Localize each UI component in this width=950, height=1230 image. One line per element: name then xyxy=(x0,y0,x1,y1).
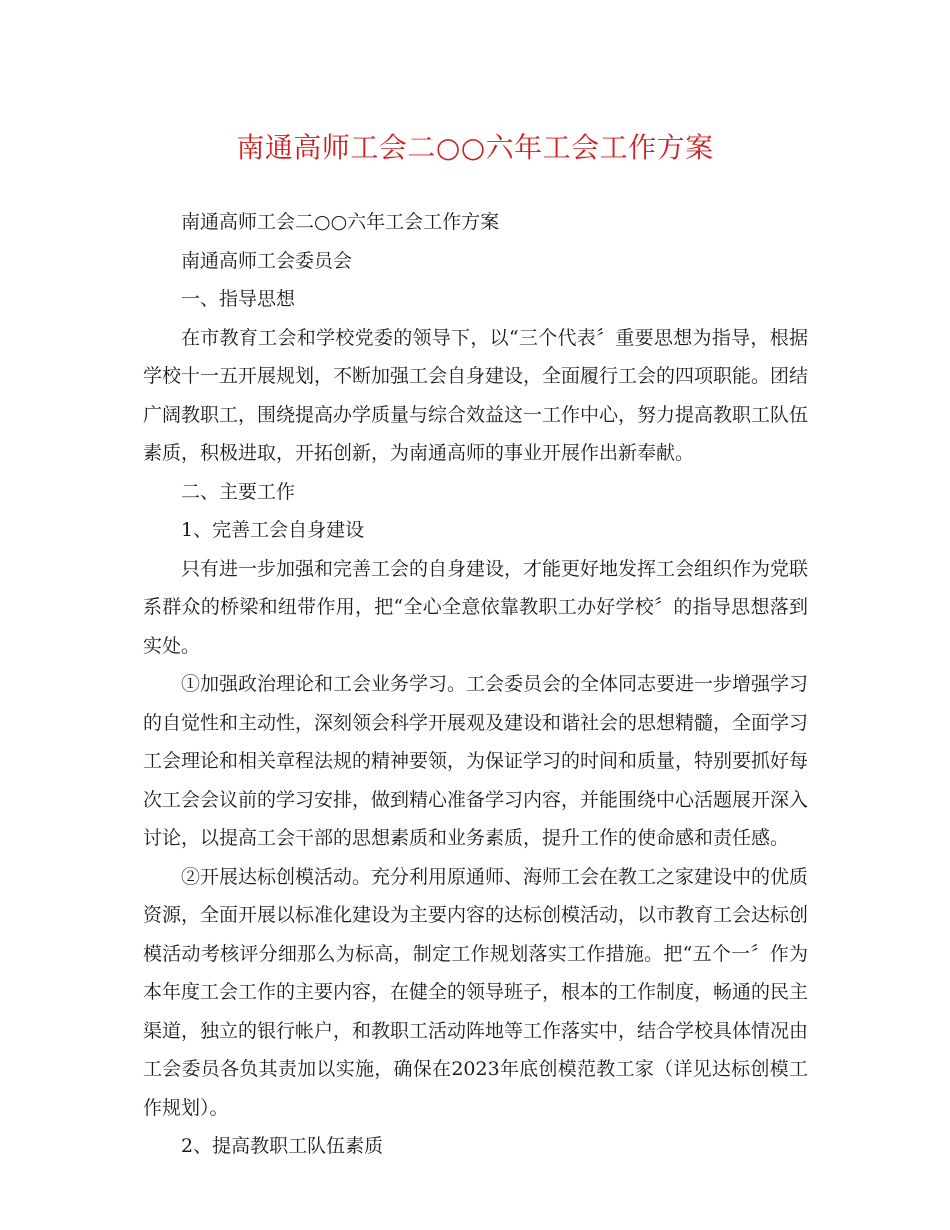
section-heading-main-work: 二、主要工作 xyxy=(181,480,296,503)
paragraph-model-activity: ②开展达标创模活动。充分利用原通师、海师工会在教工之家建设中的优质资源，全面开展以标准化建设为主要内容的达标创模活动，以市教育工会达标创模活动考核评分细那么为标高，制定工作规划落实工作措施。把“五个一〞作为本年度工会工作的主要内容，在健全的领导班子，根本的工作制度，畅通的民主渠道，独立的银行帐户，和教职工活动阵地等工作落实中，结合学校具体情况由工会委员各负其责加以实施，确保在2023年底创模范教工家（详见达标创模工作规划）。 xyxy=(143,865,809,1119)
section-heading-guiding-thought: 一、指导思想 xyxy=(181,288,296,310)
paragraph-self-construction: 只有进一步加强和完善工会的自身建设，才能更好地发挥工会组织作为党联系群众的桥梁和纽带作用，把“全心全意依靠教职工办好学校〞的指导思想落到实处。 xyxy=(143,557,809,657)
document-body xyxy=(143,203,808,1166)
subheading-self-construction: 1、完善工会自身建设 xyxy=(181,519,365,541)
paragraph-issuer: 南通高师工会委员会 xyxy=(181,249,353,272)
subheading-staff-quality: 2、提高教职工队伍素质 xyxy=(181,1135,384,1157)
paragraph-study: ①加强政治理论和工会业务学习。工会委员会的全体同志要进一步增强学习的自觉性和主动性，深刻领会科学开展观及建设和谐社会的思想精髓，全面学习工会理论和相关章程法规的精神要领，为保证学习的时间和质量，特别要抓好每次工会会议前的学习安排，做到精心准备学习内容，并能围绕中心活题展开深入讨论，以提高工会干部的思想素质和业务素质，提升工作的使命感和责任感。 xyxy=(143,673,809,849)
paragraph-guiding-thought: 在市教育工会和学校党委的领导下，以“三个代表〞重要思想为指导，根据学校十一五开展规划，不断加强工会自身建设，全面履行工会的四项职能。团结广阔教职工，围绕提高办学质量与综合效益这一工作中心，努力提高教职工队伍素质，积极进取，开拓创新，为南通高师的事业开展作出新奉献。 xyxy=(143,326,809,464)
document-title: 南通高师工会二○○六年工会工作方案 xyxy=(236,131,714,164)
paragraph-heading-repeat: 南通高师工会二○○六年工会工作方案 xyxy=(181,211,500,233)
